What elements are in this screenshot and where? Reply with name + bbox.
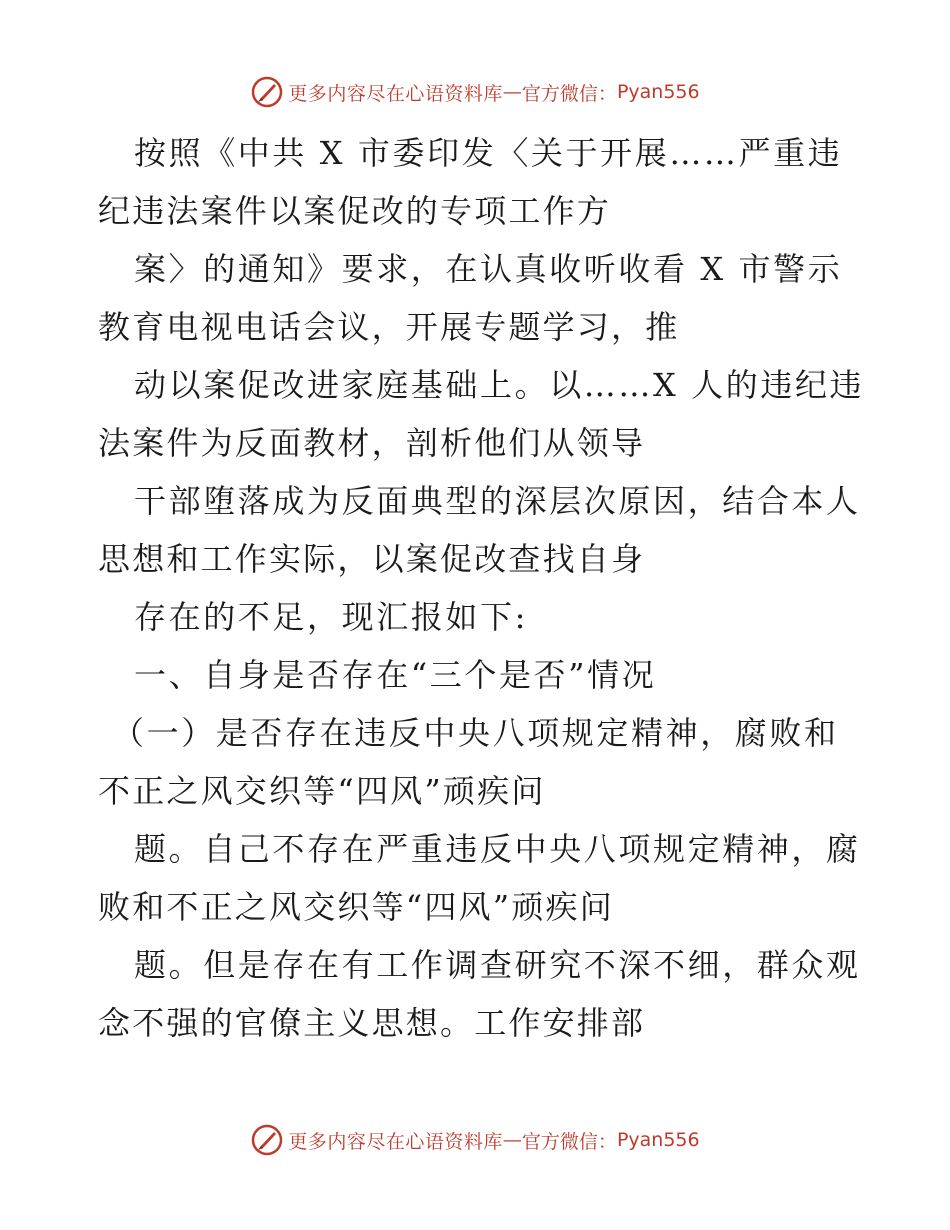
- section-heading: 一、自身是否存在“三个是否”情况: [134, 656, 657, 694]
- text-line: 存在的不足，现汇报如下:: [134, 598, 528, 636]
- text-line: 动以案促改进家庭基础上。以……X 人的违纪违: [134, 366, 865, 404]
- text-line: 纪违法案件以案促改的专项工作方: [98, 192, 612, 230]
- banner-separator: —: [502, 81, 522, 103]
- banner-wechat-id: Pyan556: [616, 1129, 700, 1151]
- text-line: 题。自己不存在严重违反中央八项规定精神，腐: [134, 830, 861, 868]
- subsection-heading: （一）是否存在违反中央八项规定精神，腐败和: [112, 714, 839, 752]
- text-line: 案〉的通知》要求，在认真收听收看 X 市警示: [134, 250, 843, 288]
- banner-separator: —: [502, 1129, 522, 1151]
- banner-brand-text: 更多内容尽在心语资料库: [288, 1130, 503, 1153]
- footer-watermark-banner: [0, 1120, 950, 1160]
- text-line: 败和不正之风交织等“四风”顽疾问: [98, 888, 614, 926]
- text-line: 干部堕落成为反面典型的深层次原因，结合本人: [134, 482, 861, 520]
- text-line: 法案件为反面教材，剖析他们从领导: [98, 424, 646, 462]
- banner-wechat-id: Pyan556: [616, 81, 700, 103]
- text-line: 不正之风交织等“四风”顽疾问: [98, 772, 546, 810]
- banner-wechat-label: 官方微信：: [521, 1130, 617, 1153]
- quill-pen-logo-icon: [250, 75, 284, 109]
- quill-pen-logo-icon: [250, 1123, 284, 1157]
- banner-brand-text: 更多内容尽在心语资料库: [288, 82, 503, 105]
- text-line: 题。但是存在有工作调查研究不深不细，群众观: [134, 946, 861, 984]
- header-watermark-banner: [0, 72, 950, 112]
- text-line: 思想和工作实际，以案促改查找自身: [98, 540, 646, 578]
- text-line: 教育电视电话会议，开展专题学习，推: [98, 308, 680, 346]
- text-line: 念不强的官僚主义思想。工作安排部: [98, 1004, 646, 1042]
- text-line: 按照《中共 X 市委印发〈关于开展……严重违: [134, 134, 843, 172]
- banner-wechat-label: 官方微信：: [521, 82, 617, 105]
